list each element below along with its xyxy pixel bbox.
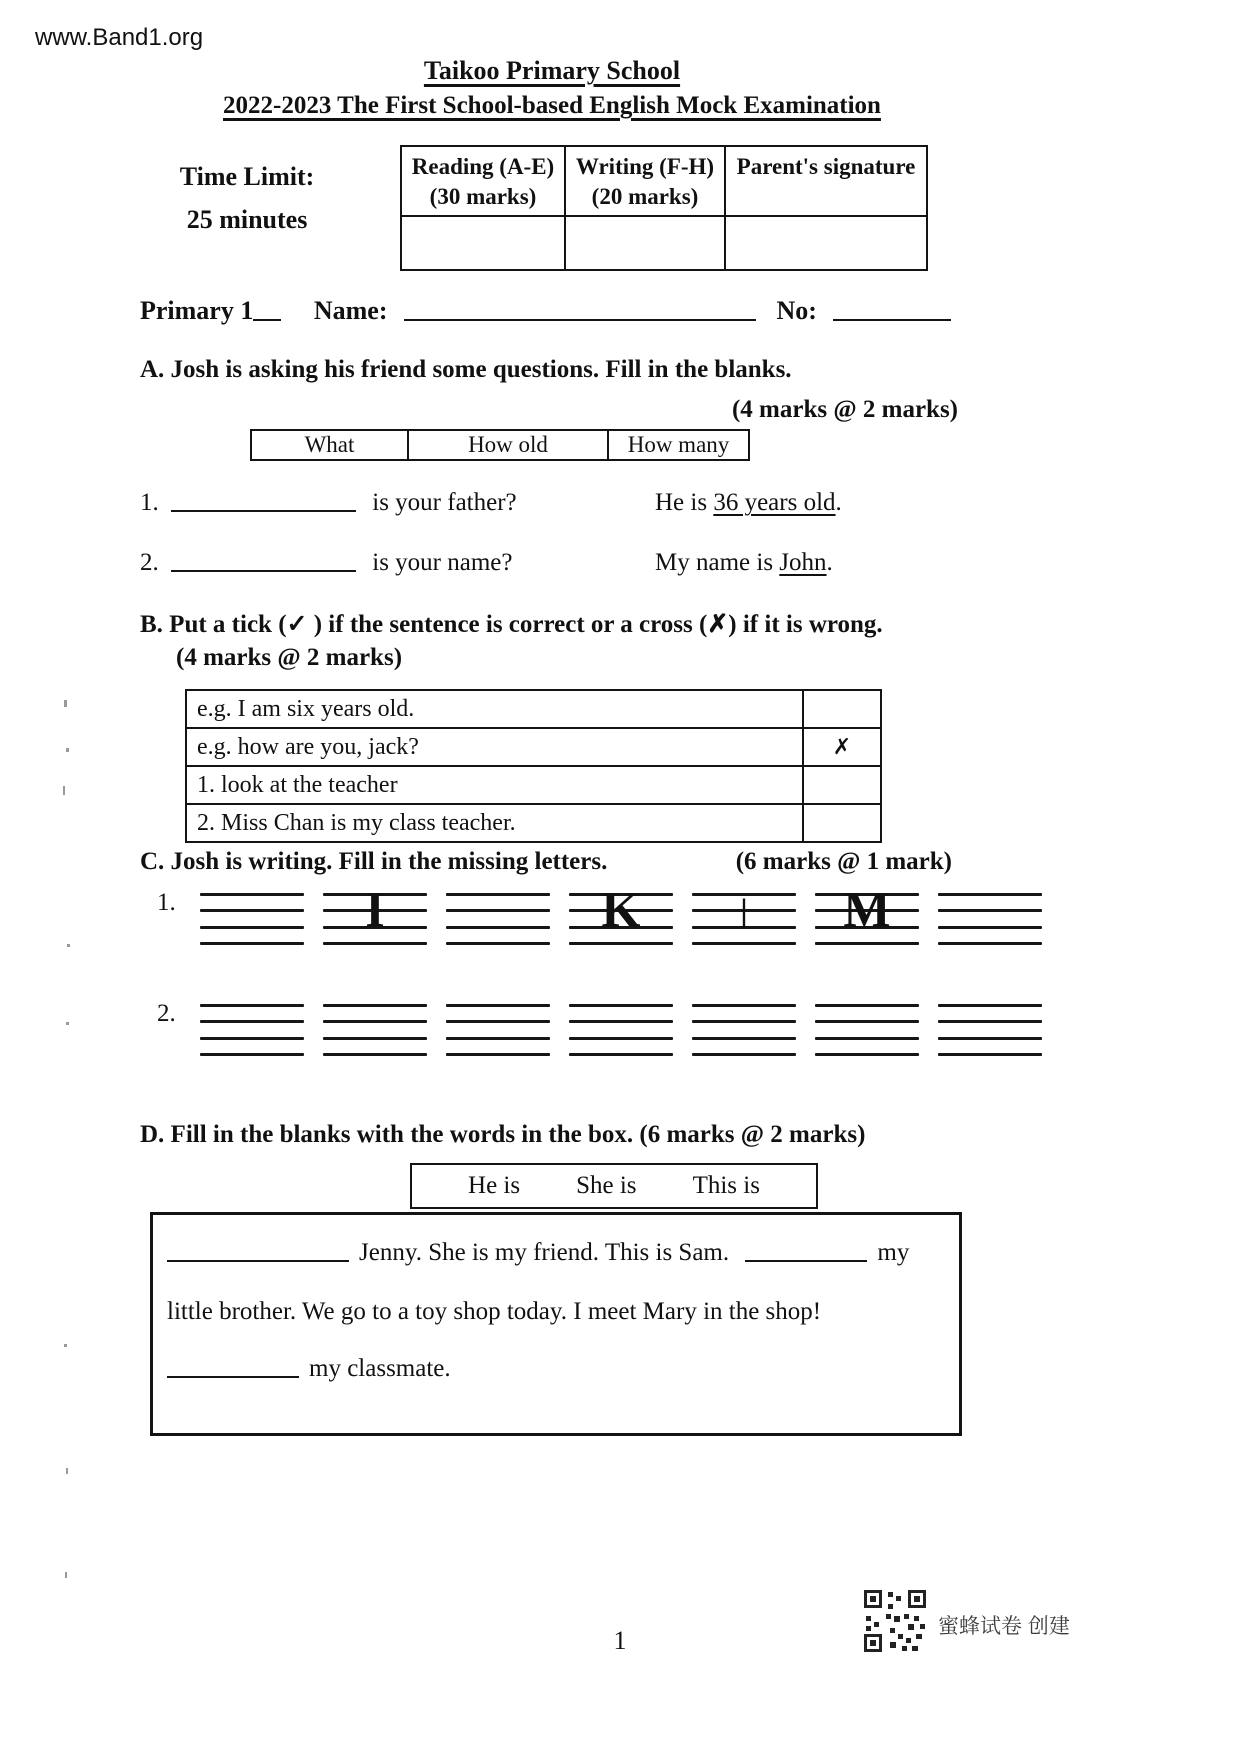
time-limit-line2: 25 minutes bbox=[186, 204, 308, 234]
exam-subtitle bbox=[0, 92, 1104, 120]
question-1 bbox=[140, 489, 517, 517]
qr-code bbox=[862, 1588, 928, 1654]
page-number: 1 bbox=[613, 1626, 627, 1655]
section-c-heading: C. Josh is writing. Fill in the missing letters. bbox=[140, 848, 608, 875]
word-box-item: He is bbox=[468, 1172, 521, 1199]
word-box-item: This is bbox=[692, 1172, 760, 1199]
question-2 bbox=[140, 549, 512, 577]
parent-signature-label: Parent's signature bbox=[736, 154, 916, 179]
no-label: No: bbox=[776, 296, 817, 325]
scan-artifact bbox=[66, 748, 69, 752]
score-cell-parent bbox=[724, 217, 926, 269]
reading-marks-label: (30 marks) bbox=[429, 183, 537, 209]
word-box-item: She is bbox=[576, 1172, 637, 1199]
sentence-cell: 1. look at the teacher bbox=[197, 771, 398, 798]
exam-title-text: 2022-2023 The First School-based English Mock Examination bbox=[223, 92, 881, 119]
word-box-item: What bbox=[304, 432, 355, 457]
passage-line-2: little brother. We go to a toy shop today. I meet Mary in the shop! bbox=[167, 1298, 822, 1325]
handwriting-row-2 bbox=[157, 1000, 1061, 1056]
scan-artifact bbox=[63, 786, 65, 795]
letter-cell bbox=[569, 881, 673, 945]
section-b-table bbox=[185, 689, 882, 843]
letter-cell bbox=[446, 893, 550, 945]
letter-cell bbox=[692, 1004, 796, 1056]
passage-text: my classmate. bbox=[309, 1355, 451, 1382]
section-a-marks: (4 marks @ 2 marks) bbox=[731, 396, 958, 423]
scan-artifact bbox=[67, 944, 70, 947]
scan-artifact bbox=[66, 1022, 69, 1025]
table-row bbox=[187, 727, 880, 765]
letter-cell bbox=[200, 893, 304, 945]
score-col-reading bbox=[402, 147, 564, 215]
student-info-line bbox=[140, 296, 951, 326]
reading-label: Reading (A-E) bbox=[411, 154, 555, 179]
writing-marks-label: (20 marks) bbox=[591, 183, 699, 209]
answer-underlined: John bbox=[779, 549, 827, 576]
section-b-marks: (4 marks @ 2 marks) bbox=[176, 644, 403, 671]
section-d-word-box bbox=[410, 1163, 818, 1209]
table-row bbox=[187, 691, 880, 727]
letter-glyph: K bbox=[601, 881, 641, 937]
watermark-url: www.Band1.org bbox=[35, 24, 204, 51]
answer-1 bbox=[655, 489, 842, 517]
sentence-cell: e.g. I am six years old. bbox=[197, 695, 415, 722]
table-row bbox=[187, 803, 880, 841]
fill-blank bbox=[167, 1358, 299, 1378]
passage-line-3 bbox=[167, 1355, 451, 1383]
letter-glyph: I bbox=[365, 881, 385, 937]
letter-stroke: | bbox=[740, 893, 748, 930]
score-col-parent-signature bbox=[724, 147, 926, 215]
mark-cell bbox=[802, 767, 880, 803]
name-blank bbox=[404, 301, 756, 321]
writing-label: Writing (F-H) bbox=[575, 154, 715, 179]
letter-cell bbox=[938, 1004, 1042, 1056]
letter-cell bbox=[815, 1004, 919, 1056]
answer-underlined: 36 years old bbox=[713, 489, 836, 516]
word-box-item: How many bbox=[607, 431, 748, 459]
name-label: Name: bbox=[313, 296, 388, 325]
table-row bbox=[187, 765, 880, 803]
school-name: Taikoo Primary School bbox=[423, 56, 681, 85]
mark-cell bbox=[802, 805, 880, 841]
score-cell-reading bbox=[402, 217, 564, 269]
time-limit bbox=[152, 156, 342, 242]
score-table-blank-row bbox=[402, 215, 926, 269]
sentence-cell: e.g. how are you, jack? bbox=[197, 733, 419, 760]
creator-label: 蜜蜂试卷 创建 bbox=[938, 1615, 1070, 1638]
letter-cell bbox=[446, 1004, 550, 1056]
question-text: is your father? bbox=[372, 489, 517, 516]
letter-cell bbox=[323, 1004, 427, 1056]
letter-cell bbox=[692, 893, 796, 945]
score-table-header-row bbox=[402, 147, 926, 215]
answer-blank bbox=[171, 492, 356, 512]
section-a-heading: A. Josh is asking his friend some questions. Fill in the blanks. bbox=[140, 356, 792, 383]
question-text: is your name? bbox=[372, 549, 513, 576]
class-blank bbox=[253, 301, 281, 321]
handwriting-row-1 bbox=[157, 881, 1061, 945]
passage-line-1 bbox=[167, 1239, 909, 1267]
answer-suffix: . bbox=[835, 489, 842, 516]
score-cell-writing bbox=[564, 217, 724, 269]
mark-cell: ✗ bbox=[802, 729, 880, 765]
answer-blank bbox=[171, 552, 356, 572]
section-b-heading: B. Put a tick (✓ ) if the sentence is correct or a cross (✗) if it is wrong. bbox=[140, 611, 883, 638]
scan-artifact bbox=[64, 1344, 67, 1347]
sentence-cell: 2. Miss Chan is my class teacher. bbox=[197, 809, 516, 836]
score-table bbox=[400, 145, 928, 271]
letter-cell bbox=[815, 881, 919, 945]
answer-2 bbox=[655, 549, 833, 577]
time-limit-line1: Time Limit: bbox=[179, 162, 315, 191]
passage-box bbox=[150, 1212, 962, 1436]
passage-text: my bbox=[877, 1239, 910, 1266]
scan-artifact bbox=[64, 700, 67, 707]
scan-artifact bbox=[66, 1468, 68, 1474]
class-label: Primary 1 bbox=[140, 296, 254, 325]
fill-blank bbox=[745, 1242, 867, 1262]
answer-prefix: My name is bbox=[655, 549, 780, 576]
question-number: 1. bbox=[140, 489, 159, 516]
letter-cell bbox=[200, 1004, 304, 1056]
letter-glyph: M bbox=[843, 881, 891, 937]
mark-cell bbox=[802, 691, 880, 727]
fill-blank bbox=[167, 1242, 349, 1262]
question-number: 2. bbox=[140, 549, 159, 576]
scan-artifact bbox=[65, 1572, 67, 1578]
answer-prefix: He is bbox=[655, 489, 714, 516]
row-number: 2. bbox=[157, 1000, 176, 1027]
no-blank bbox=[833, 301, 951, 321]
passage-text: Jenny. She is my friend. This is Sam. bbox=[359, 1239, 730, 1266]
letter-cell bbox=[323, 881, 427, 945]
answer-suffix: . bbox=[826, 549, 833, 576]
page-title bbox=[0, 56, 1104, 86]
letter-cell bbox=[569, 1004, 673, 1056]
section-d-heading: D. Fill in the blanks with the words in the box. (6 marks @ 2 marks) bbox=[140, 1121, 866, 1148]
row-number: 1. bbox=[157, 889, 176, 916]
section-a-word-box bbox=[250, 429, 750, 461]
section-c-marks: (6 marks @ 1 mark) bbox=[735, 848, 952, 875]
word-box-item: How old bbox=[407, 431, 607, 459]
score-col-writing bbox=[564, 147, 724, 215]
letter-cell bbox=[938, 893, 1042, 945]
